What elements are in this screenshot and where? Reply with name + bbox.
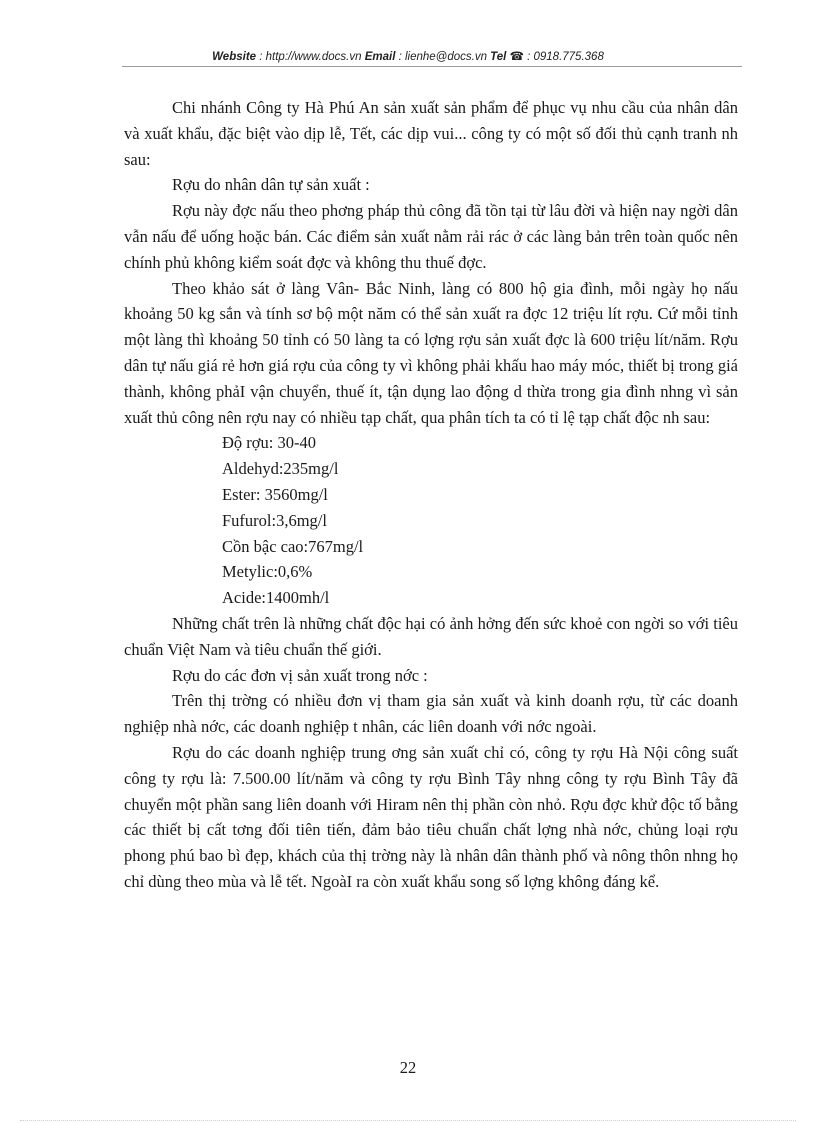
paragraph: Rợu do nhân dân tự sản xuất : — [172, 175, 370, 195]
telephone-icon: ☎ — [509, 51, 524, 63]
list-item: Độ rợu: 30-40 — [222, 433, 316, 453]
website-value[interactable]: : http://www.docs.vn — [256, 51, 365, 63]
tel-label: Tel — [490, 51, 507, 63]
paragraph: Theo khảo sát ở làng Vân- Bắc Ninh, làng có 800 hộ gia đình, mỗi ngày họ nấu khoảng 50 kg sắn và tính sơ bộ một năm có thể sản xuất ra đợc 12 triệu lít rợu. Cứ mỗi tỉnh một làng thì khoảng 50 tỉnh có 50 làng ta có lợng rợu sản xuất đợc là 600 triệu lít/năm. Rợu dân tự nấu giá rẻ hơn giá rợu của công ty vì không phải khấu hao máy móc, thiết bị trong giá thành, không phảI vận chuyển, thuế ít, tận dụng lao động d thừa trong gia đình nhng vì sản xuất thủ công nên rợu nay có nhiều tạp chất, qua phân tích ta có tỉ lệ tạp chất độc nh sau: — [124, 278, 738, 427]
paragraph: Rợu do các doanh nghiệp trung ơng sản xuất chỉ có, công ty rợu Hà Nội công suất công ty rợu là: 7.500.00 lít/năm và công ty rợu Bình Tây nhng công ty rợu Bình Tây đã chuyển một phần sang liên doanh với Hiram nên thị phần còn nhỏ. Rợu đợc khử độc tố bằng các thiết bị cất tơng đối tiên tiến, đảm bảo tiêu chuẩn chất lợng nhà nớc, chủng loại rợu phong phú bao bì đẹp, khách của thị trờng này là nhân dân thành phố và nông thôn nhng họ chỉ dùng theo mùa và lễ tết. NgoàI ra còn xuất khẩu song số lợng không đáng kể. — [124, 742, 738, 891]
tel-value: : 0918.775.368 — [523, 51, 604, 63]
paragraph: Chi nhánh Công ty Hà Phú An sản xuất sản phẩm để phục vụ nhu cầu của nhân dân và xuất khẩu, đặc biệt vào dịp lễ, Tết, các dịp vui... công ty có một số đối thủ cạnh tranh nh sau: — [124, 98, 738, 169]
page-number: 22 — [399, 1058, 417, 1077]
paragraph: Rợu do các đơn vị sản xuất trong nớc : — [172, 665, 428, 685]
list-item: Acide:1400mh/l — [222, 588, 330, 608]
list-item: Aldehyd:235mg/l — [222, 459, 339, 479]
website-label: Website — [212, 51, 257, 63]
paragraph: Rợu này đợc nấu theo phơng pháp thủ công đã tồn tại từ lâu đời và hiện nay ngời dân vẫn nấu để uống hoặc bán. Các điểm sản xuất nằm rải rác ở các làng bản trên toàn quốc nên chính phủ không kiểm soát đợc và không thu thuế đợc. — [124, 201, 738, 272]
email-value[interactable]: : lienhe@docs.vn — [395, 51, 491, 63]
list-item: Cồn bậc cao:767mg/l — [222, 536, 364, 556]
impurity-list — [124, 430, 738, 611]
page-header — [0, 49, 816, 63]
list-item: Metylic:0,6% — [222, 562, 313, 582]
footer-divider — [20, 1120, 796, 1121]
document-body — [124, 95, 738, 895]
list-item: Fufurol:3,6mg/l — [222, 510, 327, 530]
header-divider — [122, 66, 742, 67]
paragraph: Những chất trên là những chất độc hại có ảnh hởng đến sức khoẻ con ngời so với tiêu chuẩn Việt Nam và tiêu chuẩn thế giới. — [124, 613, 738, 659]
list-item: Ester: 3560mg/l — [222, 484, 328, 504]
paragraph: Trên thị trờng có nhiều đơn vị tham gia sản xuất và kinh doanh rợu, từ các doanh nghiệp nhà nớc, các doanh nghiệp t nhân, các liên doanh với nớc ngoài. — [124, 691, 738, 737]
email-label: Email — [364, 51, 396, 63]
